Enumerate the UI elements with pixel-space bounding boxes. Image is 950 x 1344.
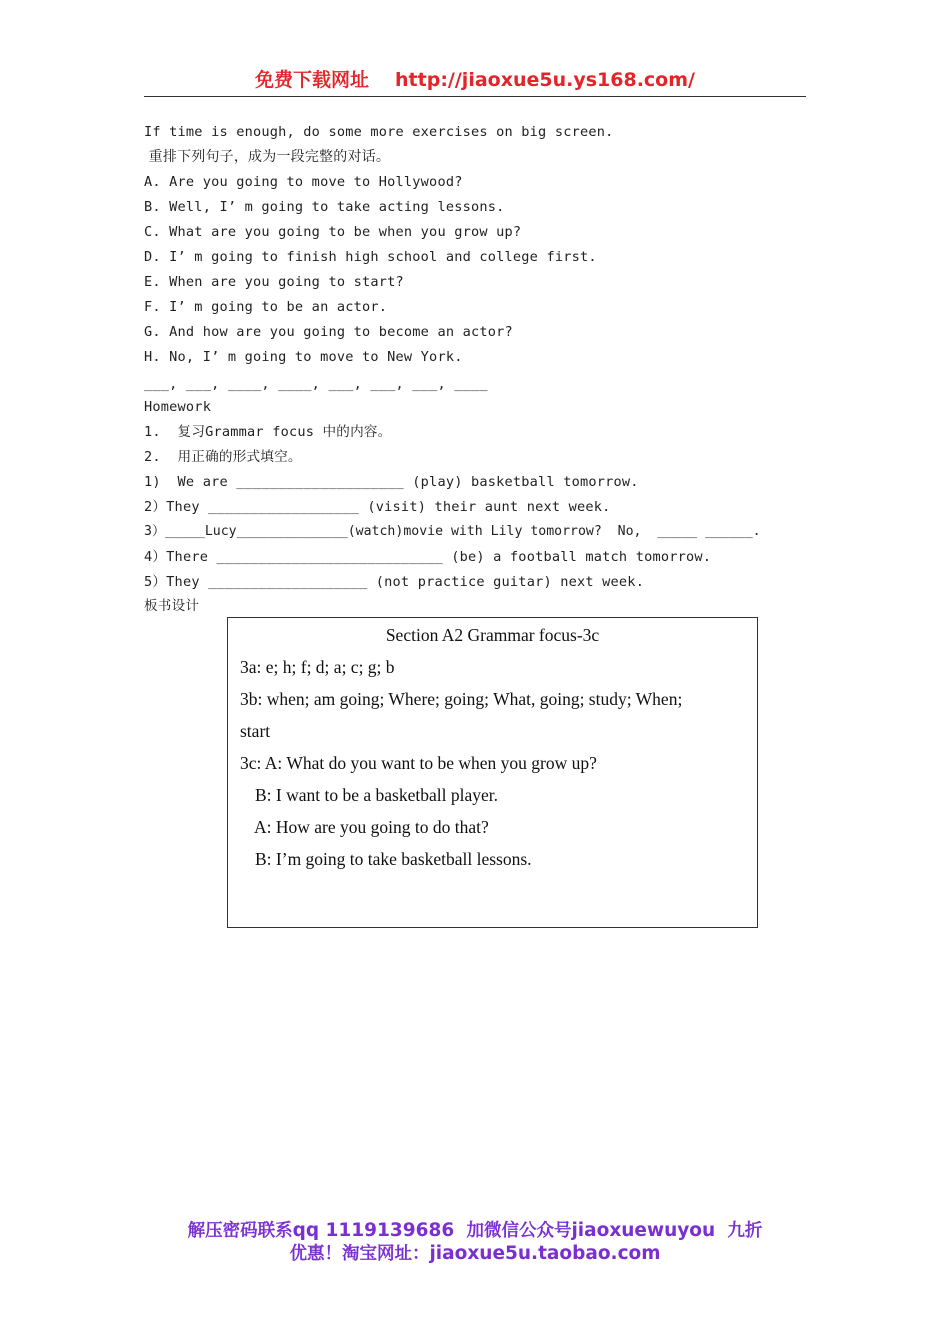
board-title: Section A2 Grammar focus-3c — [385, 625, 600, 645]
intro-text: If time is enough, do some more exercises on big screen. — [144, 124, 614, 140]
sentence-e: E. When are you going to start? — [144, 274, 404, 290]
board-dialog-1: B: I want to be a basketball player. — [255, 785, 498, 805]
board-dialog-2: A: How are you going to do that? — [254, 817, 489, 837]
fill-item-4: 4）There ___________________________ (be) a football match tomorrow. — [144, 549, 712, 565]
sentence-a: A. Are you going to move to Hollywood? — [144, 174, 463, 190]
footer-line-1 — [0, 1220, 950, 1242]
page-header — [144, 64, 806, 97]
homework-title: Homework — [144, 399, 212, 415]
fill-item-2: 2）They __________________ (visit) their aunt next week. — [144, 499, 611, 515]
sentence-f: F. I’ m going to be an actor. — [144, 299, 388, 315]
fill-item-5: 5）They ___________________ (not practice guitar) next week. — [144, 574, 645, 590]
board-3b-line1: 3b: when; am going; Where; going; What, going; study; When; — [240, 689, 683, 709]
homework-item-2: 2. 用正确的形式填空。 — [144, 449, 302, 465]
instruction-text: 重排下列句子，成为一段完整的对话。 — [144, 149, 391, 165]
homework-item-1: 1. 复习Grammar focus 中的内容。 — [144, 424, 392, 440]
footer-wechat-id: jiaoxuewuyou — [571, 1220, 716, 1241]
answer-blanks: ___, ___, ____, ____, ___, ___, ___, ____ — [144, 376, 488, 392]
sentence-b: B. Well, I’ m going to take acting lessons. — [144, 199, 505, 215]
board-dialog-3: B: I’m going to take basketball lessons. — [255, 849, 532, 869]
footer-contact-label: 解压密码联系 — [187, 1221, 293, 1241]
board-label: 板书设计 — [144, 598, 200, 614]
footer-taobao-label: 优惠！淘宝网址： — [289, 1244, 430, 1264]
footer-taobao-url[interactable]: jiaoxue5u.taobao.com — [429, 1243, 661, 1264]
footer-discount: 九折 — [727, 1221, 763, 1241]
board-design-box — [227, 617, 758, 928]
sentence-d: D. I’ m going to finish high school and college first. — [144, 249, 597, 265]
board-3b-line2: start — [240, 721, 271, 741]
sentence-g: G. And how are you going to become an actor? — [144, 324, 513, 340]
header-url[interactable]: http://jiaoxue5u.ys168.com/ — [395, 69, 695, 91]
footer-qq: qq 1119139686 — [292, 1220, 455, 1241]
board-3a: 3a: e; h; f; d; a; c; g; b — [240, 657, 395, 677]
header-title: 免费下载网址 — [255, 69, 370, 91]
footer-line-2 — [0, 1243, 950, 1265]
sentence-c: C. What are you going to be when you grow up? — [144, 224, 522, 240]
fill-item-3: 3）_____Lucy______________(watch)movie with Lily tomorrow? No, _____ ______. — [144, 524, 761, 539]
sentence-h: H. No, I’ m going to move to New York. — [144, 349, 463, 365]
board-3c: 3c: A: What do you want to be when you grow up? — [240, 753, 597, 773]
fill-item-1: 1) We are ____________________ (play) basketball tomorrow. — [144, 474, 639, 490]
footer-wechat-label: 加微信公众号 — [466, 1221, 572, 1241]
